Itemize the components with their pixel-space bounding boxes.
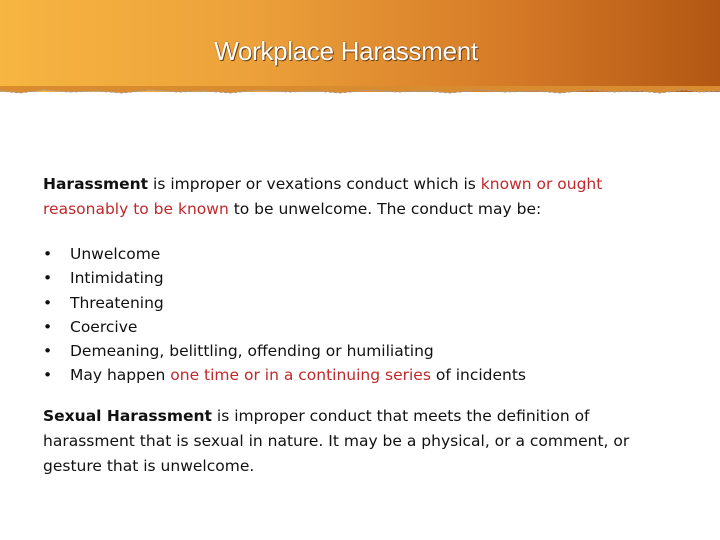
bullet-marker: •: [43, 293, 53, 312]
slide-title: Workplace Harassment: [214, 36, 478, 66]
bullet-marker: •: [43, 317, 53, 336]
bullet-marker: •: [43, 342, 53, 361]
conduct-list: [43, 242, 653, 388]
list-item: [43, 339, 653, 363]
bullet-marker: •: [43, 366, 53, 385]
definition-text-1: is improper or vexations conduct which is: [148, 175, 481, 193]
list-item: [43, 315, 653, 339]
slide-body: [43, 172, 653, 479]
bullet-marker: •: [43, 269, 53, 288]
list-item: [43, 363, 653, 387]
bullet-marker: •: [43, 245, 53, 263]
list-item-text: Demeaning, belittling, offending or humiliating: [70, 342, 434, 361]
list-item-text: Intimidating: [70, 269, 164, 288]
harassment-definition: [43, 172, 653, 222]
harassment-term: Harassment: [43, 175, 149, 193]
definition-highlight: known or ought reasonably to be known: [43, 175, 603, 218]
list-item: [43, 266, 653, 290]
definition-text-2: to be unwelcome. The conduct may be:: [228, 200, 542, 218]
sexual-harassment-definition: [43, 404, 653, 479]
list-item: [43, 242, 653, 266]
sexual-harassment-text: is improper conduct that meets the definition of harassment that is sexual in nature. It may be a physical, or a comment, or gesture that is unwelcome.: [43, 406, 630, 475]
list-item: [43, 291, 653, 315]
list-item-text: Unwelcome: [70, 245, 161, 263]
list-item-highlight: one time or in a continuing series: [170, 366, 431, 385]
sexual-harassment-term: Sexual Harassment: [43, 406, 212, 425]
list-item-text: May happen: [70, 366, 171, 385]
list-item-text: Coercive: [70, 317, 138, 336]
list-item-text: Threatening: [70, 293, 164, 312]
banner-torn-edge: [0, 86, 720, 98]
list-item-text-after: of incidents: [430, 366, 527, 385]
